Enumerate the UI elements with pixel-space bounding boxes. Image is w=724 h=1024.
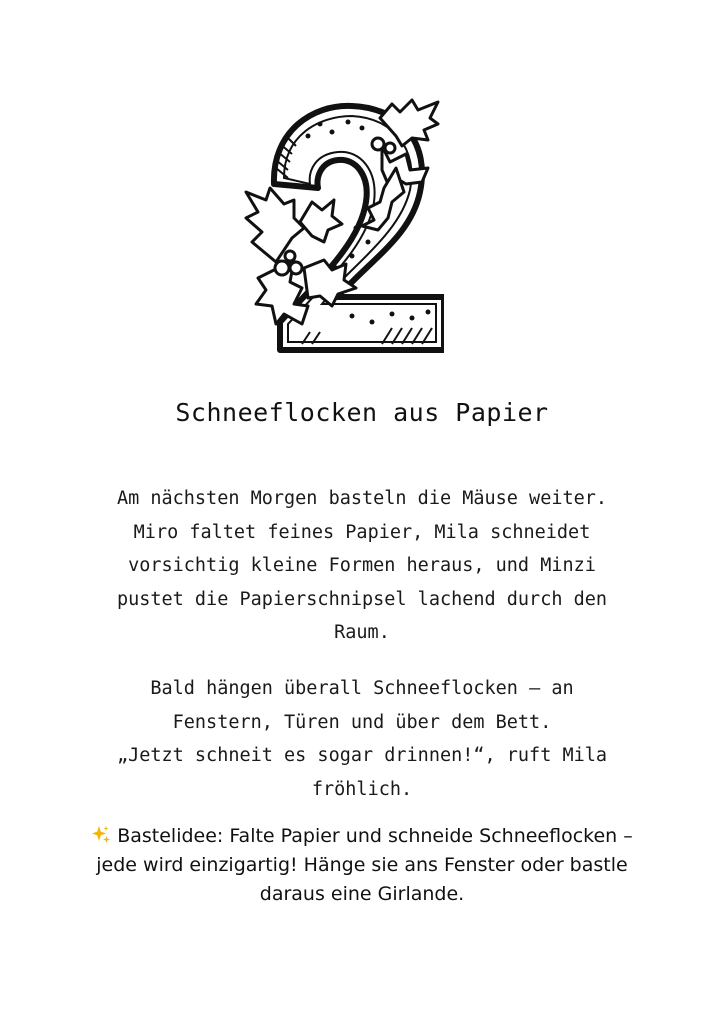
page-title: Schneeflocken aus Papier	[175, 398, 549, 427]
story-paragraph-2: Bald hängen überall Schneeflocken – an Fenstern, Türen und über dem Bett. „Jetzt schneit es sogar drinnen!“, ruft Mila fröhlich.	[116, 678, 608, 800]
number-two-illustration-icon	[232, 92, 444, 354]
story-paragraph-1: Am nächsten Morgen basteln die Mäuse weiter. Miro faltet feines Papier, Mila schneidet vorsichtig kleine Formen heraus, und Minzi pustet die Papierschnipsel lachend durch den Raum.	[116, 488, 608, 643]
sparkles-icon	[91, 825, 111, 845]
craft-tip	[60, 822, 664, 909]
craft-tip-text: Bastelidee: Falte Papier und schneide Schneeflocken – jede wird einzigartig! Hänge sie ans Fenster oder bastle daraus eine Girlande.	[96, 825, 633, 905]
